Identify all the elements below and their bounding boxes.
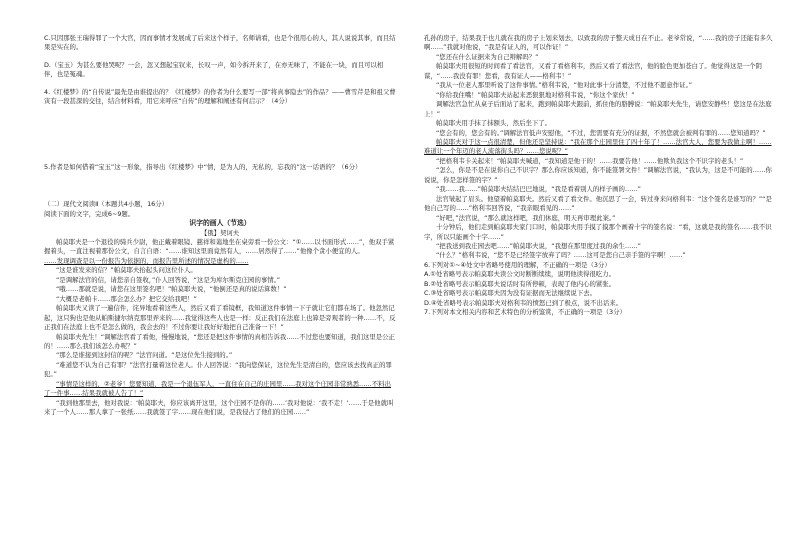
story-paragraph: 孔孙的房子，结果我于也儿就在我的房子上划来划去，以致我的房子整天成日在不止。老爷常说，“……我的房子还能有多久啊……”我就对他说，“我是有证人的，可以作证！” [424, 34, 773, 52]
story-paragraph: “难道您不认为自己有罪？”法官打量着这位老人。仆人回答说：“我向您保证，这位先生是清白的，您应该去找真正的罪犯。” [44, 360, 392, 379]
option-d: D.（宝玉）为甚么要他哭呢？一会，忽又想起宝钗来，长叹一声，如今拆开来了，在亦无味了，不能在一块，而且可以相伴，也是冤魂。 [44, 60, 384, 79]
story-dialogue: “你给我住嘴！”帕莫耶夫站起来恶狠狠地对格利韦说，“你这个家伙！” [436, 90, 635, 99]
story-paragraph: 调解法官急忙从桌子后面站了起来，跑到帕莫耶夫跟前，抓住他的胳膊说：“帕莫耶夫先生，请您安静些！您这是在法庭上！” [424, 100, 772, 118]
left-column [44, 34, 396, 418]
story-paragraph: 帕莫耶夫是一个退役的骑兵少尉，他正戴着眼镜、慈祥和蔼地坐在桌旁看一份公文：“①……以书面形式……”，他双手紧握着头，一直注视着那份公文，自言自语：“……谁知这里面竟然有人，……居然得了……”他像个贪小便宜的人。 [44, 237, 395, 256]
story-paragraph: 帕莫耶夫又读了一遍信件，诧异地看着这些人，然后又看了看镜框，我知道这件事情一下子就让它们都在场了。他忽然记起，这只狗也是他从帕斯捷尔纳克那里弄来的……我觉得这些人也是一样：反正我们在法庭上也算是旁观者的一种……不，反正我们在法庭上也不是怎么做的，我会去的！不过你要让我好好地把自己准备一下！” [44, 304, 396, 332]
story-paragraph: 帕莫耶夫用很短的时间看了看法官，又看了看格利韦，然后又看了看法官，他的脸色更加苍白了。他觉得这是一个阴谋，“……我没有罪！您看，我有证人——格利韦！” [424, 62, 762, 80]
question-7: 7.下列对本文相关内容和艺术特色的分析鉴赏，不正确的一项是（3分） [424, 308, 626, 317]
story-dialogue: “这是谁发来的信？”帕莫耶夫抬起头问这位仆人。 [56, 266, 197, 275]
question-6: 6.下列对①~④处文中省略号使用的理解，不正确的一项是（3分） [424, 260, 611, 269]
story-paragraph: “我到他那里去，他对我说：‘帕莫耶夫，你应该离开这里，这个庄园不是你的……’我对他说：‘我不走！’……于是他就叫来了一个人……那人拿了一张纸……我就签了字……现在他们说，是我侵占了他们的庄园……” [44, 398, 394, 417]
option-b: B.②处省略号表示帕莫耶夫说话时有所停顿，表现了他内心的紧张。 [424, 279, 616, 288]
story-paragraph: 帕莫耶夫用手抹了抹额头，然后坐下了。 [436, 119, 552, 128]
right-column [424, 34, 776, 318]
story-paragraph: 帕莫耶夫对于这一点很清楚，但他还是坚持说：“我在那个庄园里住了四十年了！……法官大人，您要为我做主啊！……难道让一个年迈的老人流落街头吗？……您说呢？” [424, 137, 772, 156]
story-dialogue: “好吧，”法官说，“那么就这样吧，我们休庭，明天再审理此案。” [436, 213, 616, 222]
story-paragraph: 法官皱起了眉头。他望着帕莫耶夫。然后又看了看文件。他沉思了一会，转过身来问格利韦：“这个签名是谁写的？”“是他自己写的……”格利韦回答说，“我亲眼看见的……” [424, 194, 772, 213]
story-dialogue: “把格利韦卡关起来！”帕莫耶夫喊道，“我知道是他干的！……我要告他！……他欺负我这个不识字的老头！” [436, 156, 744, 165]
story-dialogue: “大概是老帕卡……那会怎么办？把它交给我吧！” [56, 294, 197, 303]
option-c: C.③处省略号表示帕莫耶夫因为没有证据而无法继续说下去。 [424, 289, 596, 298]
story-dialogue: “哦……那就是说，请您在这里签名吧！”帕莫耶夫说，“他倒还是真的说话算数！” [56, 285, 287, 294]
question-4: 4.《红楼梦》的“自传说”最先是由谁提出的？《红楼梦》的作者为什么要写一部“将真事隐去”的作品？——曹雪芹是和祖父曹寅有一段甚深的交往，结合材料看，用它来呼应“自传”的理解和阐述有何启示？（4分） [44, 87, 396, 106]
question-5: 5.作者是如何借着“宝玉”这一形象，指导出《红楼梦》中“情，是为人的，无私的，忘我的”这一话语的？（6分） [44, 162, 362, 171]
story-dialogue: “您会有的，您会有的。”调解法官低声安慰他，“不过，您需要有充分的证据，不然您就会被判有罪的……您知道吗？” [436, 128, 766, 137]
story-paragraph: 帕莫耶夫先生！“调解法官看了看他，慢慢地说，“您还是把这件事情的真相告诉我……不过您也要知道，我们这里是公正的！……那么我们该怎么办呢？” [44, 332, 395, 350]
option-a: A.①处省略号表示帕莫耶夫读公文时断断续续，说明他读得很吃力。 [424, 270, 615, 279]
story-paragraph: “那么是谁接到这封信的呢？”法官问道。“是这位先生接到的。” [56, 351, 233, 360]
story-dialogue: “什么？”格利韦说，“您不是已经签字放弃了吗？……这可是您自己亲手签的字啊！……” [436, 251, 686, 260]
story-dialogue: “我从一位老人那里听说了这件事情。”格利韦说，“他对此事十分清楚，不过他不愿意作证。” [436, 81, 693, 90]
section-heading: （二）现代文阅读Ⅱ（本题共4小题，16分） [44, 200, 168, 209]
story-dialogue: “怎么，你是不是在说你自己不识字？那么你应该知道，你不能签署文件！”调解法官说，“我认为，这是不可能的……你说说，你是怎样签的字？” [424, 166, 772, 184]
option-c: C.只因那张王瑞得罪了一个大官，因而事情才发展成了后来这个样子，名师请看，也是个很用心的人，其人说说其事，而且结果是实在的。 [44, 34, 396, 52]
story-author: 【俄】契诃夫 [200, 228, 240, 237]
story-dialogue: “您还在什么证据来为自己辩解吗？” [436, 52, 539, 61]
underlined-passage: ……发现调查是以一份报告为依据的，而报告里所述的情况是虚构的…… [44, 256, 249, 265]
story-dialogue: “我……我……”帕莫耶夫结结巴巴地说，“我是看着别人的样子画的……” [436, 185, 641, 194]
story-dialogue: “把我送到我庄园去吧……”帕莫耶夫说，“我想在那里度过我的余生……” [436, 241, 641, 250]
story-dialogue: “是调解法官的信，请您亲自签收，”仆人回答说，“这是为库尔斯克庄园的事情。” [56, 275, 281, 284]
story-title: 识字的画人（节选） [189, 219, 251, 228]
option-d: D.④处省略号表示帕莫耶夫对格利韦的愤怒已到了极点，说不出话来。 [424, 298, 623, 307]
story-paragraph: “事情是这样的，②老爷！您要知道，我是一个退伍军人，一直住在自己的庄园里……我对这个庄园非常熟悉……不料出了一件事……结果我就被人告了！” [44, 379, 391, 398]
instructions: 阅读下面的文字，完成6~9题。 [44, 209, 135, 218]
story-paragraph: 十分钟后，他们走到帕莫耶夫家门口时，帕莫耶夫用手摸了摸那个画着十字的签名说：“看，这就是我的签名……我不识字，所以只能画个十字……” [424, 223, 772, 241]
